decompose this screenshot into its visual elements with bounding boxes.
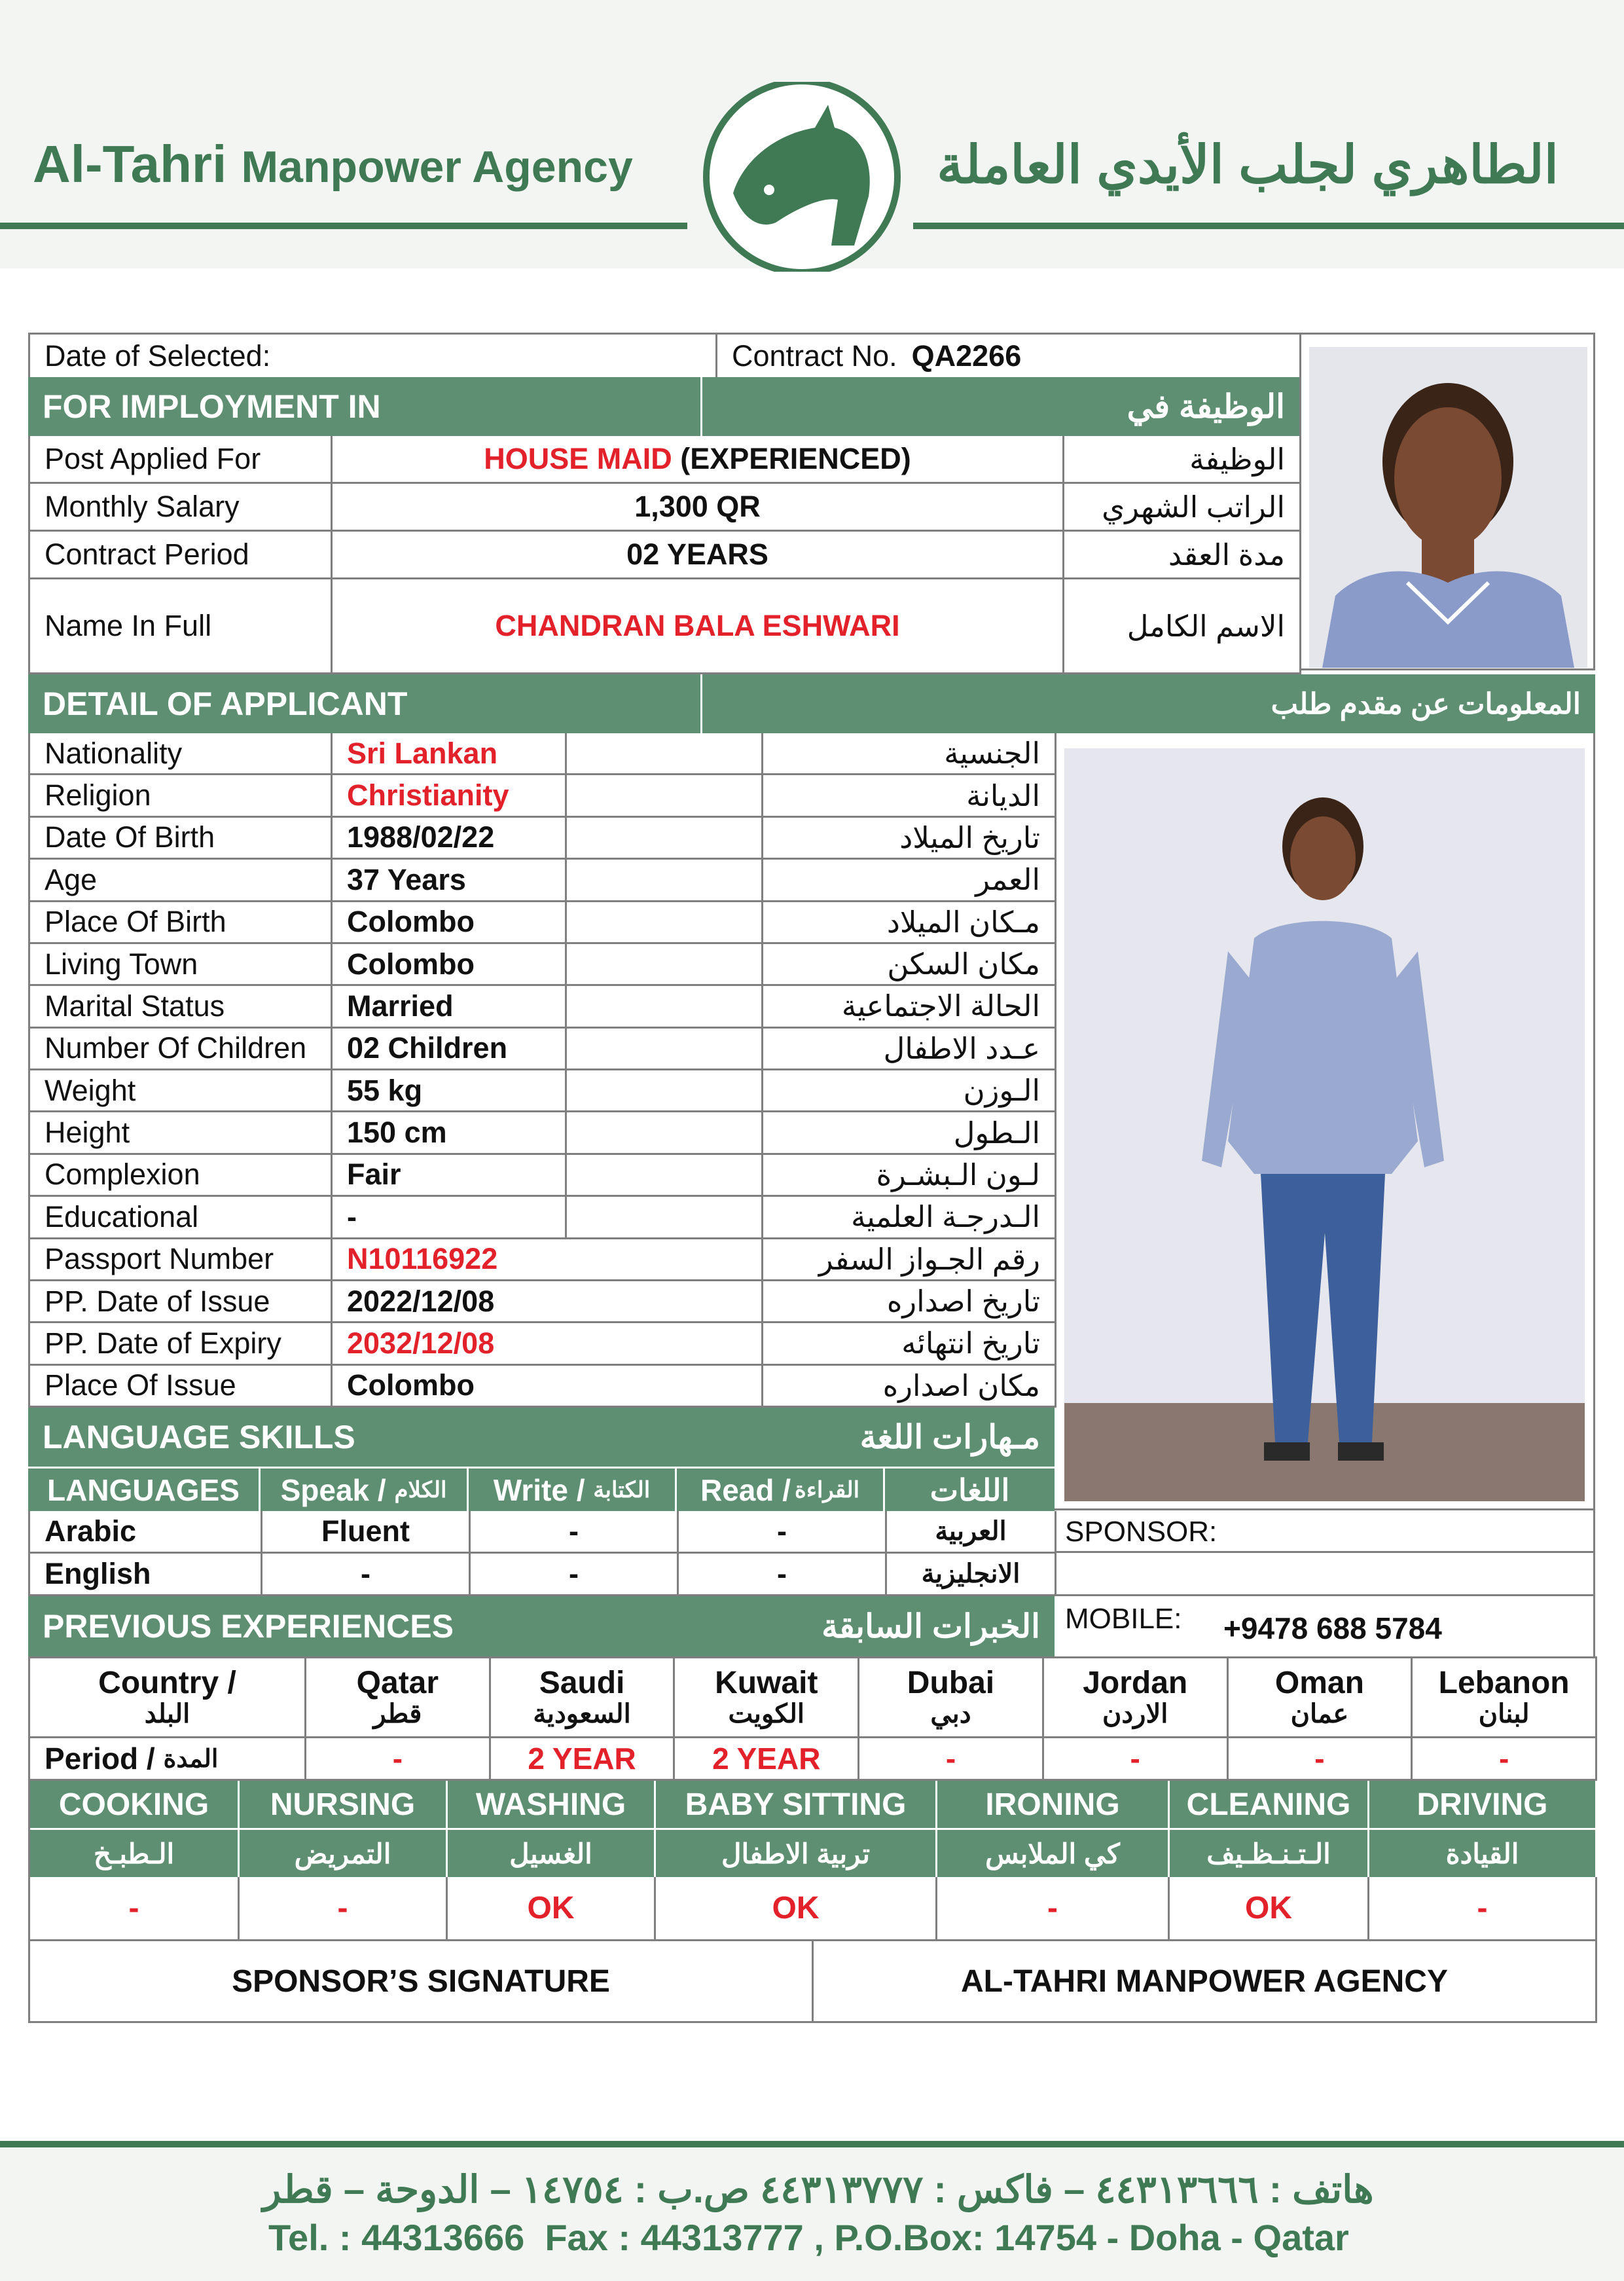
agency-signature: AL-TAHRI MANPOWER AGENCY (814, 1941, 1597, 2023)
country-period: - (1044, 1738, 1229, 1781)
applicant-field-label: Place Of Issue (30, 1366, 333, 1408)
country-header: Country / البلد (30, 1658, 306, 1738)
skill-name: BABY SITTING (656, 1781, 937, 1828)
applicant-field-label: Nationality (30, 733, 333, 775)
applicant-field-label-ar: تاريخ انتهائه (763, 1323, 1056, 1365)
sponsor-signature: SPONSOR’S SIGNATURE (30, 1941, 814, 2023)
skill-name-ar: الغسيل (448, 1828, 656, 1877)
applicant-field-label-ar: تاريخ الميلاد (763, 818, 1056, 860)
country-period: - (1229, 1738, 1413, 1781)
language-name: Arabic (30, 1511, 262, 1554)
applicant-field-value: - (333, 1197, 567, 1239)
applicant-field-label: Religion (30, 775, 333, 817)
contract-number: Contract No. QA2266 (717, 335, 1301, 379)
applicant-field-value: 1988/02/22 (333, 818, 567, 860)
signature-row (28, 1941, 1597, 2023)
date-selected: Date of Selected: (30, 335, 717, 379)
applicant-field-label: PP. Date of Expiry (30, 1323, 333, 1365)
applicant-field-label-ar: الـدرجـة العلمية (763, 1197, 1056, 1239)
skill-name: CLEANING (1170, 1781, 1369, 1828)
applicant-field-value: Married (333, 986, 567, 1028)
skill-value: OK (1170, 1877, 1369, 1941)
applicant-field-label-ar: الديانة (763, 775, 1056, 817)
applicant-field-value: N10116922 (333, 1239, 763, 1281)
applicant-field-blank (567, 1197, 763, 1239)
sponsor-box (1055, 1510, 1595, 1596)
applicant-field-label: Complexion (30, 1155, 333, 1197)
country-period: 2 YEAR (491, 1738, 676, 1781)
applicant-field-blank (567, 1029, 763, 1070)
applicant-field-blank (567, 986, 763, 1028)
applicant-field-value: 150 cm (333, 1112, 567, 1154)
applicant-field-blank (567, 818, 763, 860)
country-name: Lebanon لبنان (1413, 1658, 1597, 1738)
skill-value: OK (656, 1877, 937, 1941)
country-period: 2 YEAR (675, 1738, 859, 1781)
languages-header-ar: اللغات (885, 1469, 1055, 1511)
post-label: Post Applied For (30, 436, 333, 484)
applicant-field-value: Sri Lankan (333, 733, 567, 775)
country-name: Dubai دبي (859, 1658, 1044, 1738)
contract-period-label-ar: مدة العقد (1064, 532, 1301, 579)
applicant-field-label: Marital Status (30, 986, 333, 1028)
applicant-field-label-ar: تاريخ اصداره (763, 1281, 1056, 1323)
language-header-row (28, 1469, 1055, 1511)
applicant-field-label-ar: الحالة الاجتماعية (763, 986, 1056, 1028)
applicant-field-blank (567, 902, 763, 944)
applicant-field-label: PP. Date of Issue (30, 1281, 333, 1323)
language-read: - (679, 1554, 887, 1596)
applicant-field-label-ar: الـطول (763, 1112, 1056, 1154)
language-write: - (471, 1554, 679, 1596)
skill-name-ar: الـطبـخ (30, 1828, 240, 1877)
applicant-portrait-photo (1309, 347, 1587, 668)
header-rule-right (913, 223, 1624, 229)
mobile-label: MOBILE: (1065, 1603, 1182, 1635)
country-period: - (306, 1738, 491, 1781)
skill-value: - (937, 1877, 1170, 1941)
country-period: - (859, 1738, 1044, 1781)
applicant-field-blank (567, 860, 763, 902)
skill-name: COOKING (30, 1781, 240, 1828)
full-name-value: CHANDRAN BALA ESHWARI (333, 579, 1064, 674)
employment-table (28, 436, 1301, 674)
skill-name-ar: التمريض (240, 1828, 448, 1877)
skill-name: DRIVING (1369, 1781, 1597, 1828)
sponsor-label: SPONSOR: (1065, 1516, 1218, 1548)
speak-header: Speak / الكلام (261, 1469, 469, 1511)
applicant-field-label-ar: العمر (763, 860, 1056, 902)
applicant-field-label: Educational (30, 1197, 333, 1239)
languages-header: LANGUAGES (28, 1469, 261, 1511)
footer-en: Tel. : 44313666 Fax : 44313777 , P.O.Box: 14754 - Doha - Qatar (268, 2217, 1349, 2258)
read-header: Read / القراءة (677, 1469, 885, 1511)
applicant-field-label-ar: الجنسية (763, 733, 1056, 775)
applicant-field-value: Colombo (333, 944, 567, 986)
language-name-ar: الانجليزية (887, 1554, 1056, 1596)
footer (0, 2141, 1624, 2281)
applicant-full-body-photo (1064, 748, 1585, 1501)
top-info-row (28, 333, 1301, 379)
applicant-field-label-ar: مـكان الميلاد (763, 902, 1056, 944)
applicant-field-label: Place Of Birth (30, 902, 333, 944)
language-table (28, 1511, 1056, 1596)
salary-value: 1,300 QR (333, 484, 1064, 532)
skills-table (28, 1781, 1597, 1941)
footer-ar: هاتف : ٤٤٣١٣٦٦٦ – فاكس : ٤٤٣١٣٧٧٧ ص.ب : ١٤٧٥٤ – الدوحة – قطر (262, 2168, 1374, 2211)
post-value: HOUSE MAID (EXPERIENCED) (333, 436, 1064, 484)
skill-name: NURSING (240, 1781, 448, 1828)
country-name: Oman عمان (1229, 1658, 1413, 1738)
skill-name-ar: الـتـنـظـيف (1170, 1828, 1369, 1877)
country-name: Jordan الاردن (1044, 1658, 1229, 1738)
contract-period-value: 02 YEARS (333, 532, 1064, 579)
skill-value: - (1369, 1877, 1597, 1941)
applicant-field-label: Date Of Birth (30, 818, 333, 860)
letterhead (0, 0, 1624, 268)
applicant-field-label: Number Of Children (30, 1029, 333, 1070)
full-name-label: Name In Full (30, 579, 333, 674)
applicant-field-label: Height (30, 1112, 333, 1154)
applicant-field-value: 2022/12/08 (333, 1281, 763, 1323)
country-name: Saudi السعودية (491, 1658, 676, 1738)
language-name-ar: العربية (887, 1511, 1056, 1554)
salary-label-ar: الراتب الشهري (1064, 484, 1301, 532)
skill-value: OK (448, 1877, 656, 1941)
experience-section-header: PREVIOUS EXPERIENCES الخبرات السابقة (28, 1596, 1055, 1656)
applicant-field-label-ar: رقم الجـواز السفر (763, 1239, 1056, 1281)
header-rule-left (0, 223, 687, 229)
full-name-label-ar: الاسم الكامل (1064, 579, 1301, 674)
applicant-field-label-ar: الـوزن (763, 1070, 1056, 1112)
applicant-field-label: Weight (30, 1070, 333, 1112)
applicant-field-label-ar: مكان اصداره (763, 1366, 1056, 1408)
contract-period-label: Contract Period (30, 532, 333, 579)
skill-name-ar: تربية الاطفال (656, 1828, 937, 1877)
applicant-field-value: Fair (333, 1155, 567, 1197)
skill-name-ar: كي الملابس (937, 1828, 1170, 1877)
agency-name-en: Al-Tahri Manpower Agency (33, 135, 633, 193)
post-label-ar: الوظيفة (1064, 436, 1301, 484)
mobile-box (1055, 1596, 1595, 1656)
language-section-header: LANGUAGE SKILLS مـهارات اللغة (28, 1408, 1055, 1467)
applicant-field-label: Living Town (30, 944, 333, 986)
applicant-field-blank (567, 1155, 763, 1197)
applicant-field-blank (567, 733, 763, 775)
applicant-field-value: 37 Years (333, 860, 567, 902)
applicant-field-label-ar: لـون الـبشـرة (763, 1155, 1056, 1197)
skill-value: - (30, 1877, 240, 1941)
applicant-field-label: Passport Number (30, 1239, 333, 1281)
language-speak: Fluent (262, 1511, 471, 1554)
language-read: - (679, 1511, 887, 1554)
mobile-value: +9478 688 5784 (1223, 1611, 1442, 1645)
country-name: Kuwait الكويت (675, 1658, 859, 1738)
applicant-field-value: Colombo (333, 902, 567, 944)
applicant-field-value: Christianity (333, 775, 567, 817)
period-header: Period / المدة (30, 1738, 306, 1781)
applicant-field-blank (567, 1070, 763, 1112)
skill-name-ar: القيادة (1369, 1828, 1597, 1877)
language-name: English (30, 1554, 262, 1596)
applicant-field-label: Age (30, 860, 333, 902)
applicant-field-label-ar: مكان السكن (763, 944, 1056, 986)
employment-section-header: FOR IMPLOYMENT IN الوظيفة في (28, 377, 1299, 436)
applicant-section-header: DETAIL OF APPLICANT المعلومات عن مقدم طلب (28, 674, 1595, 733)
skill-value: - (240, 1877, 448, 1941)
applicant-field-value: Colombo (333, 1366, 763, 1408)
applicant-field-blank (567, 944, 763, 986)
country-period: - (1413, 1738, 1597, 1781)
applicant-field-blank (567, 775, 763, 817)
experience-table (28, 1656, 1597, 1783)
applicant-details-table (28, 733, 1056, 1408)
skill-name: IRONING (937, 1781, 1170, 1828)
applicant-field-value: 2032/12/08 (333, 1323, 763, 1365)
horse-logo-icon (697, 82, 907, 272)
language-write: - (471, 1511, 679, 1554)
agency-name-ar: الطاهري لجلب الأيدي العاملة (937, 136, 1559, 194)
applicant-field-blank (567, 1112, 763, 1154)
skill-name: WASHING (448, 1781, 656, 1828)
applicant-field-value: 02 Children (333, 1029, 567, 1070)
footer-rule (0, 2141, 1624, 2147)
applicant-field-label-ar: عـدد الاطفال (763, 1029, 1056, 1070)
language-speak: - (262, 1554, 471, 1596)
applicant-field-value: 55 kg (333, 1070, 567, 1112)
write-header: Write / الكتابة (469, 1469, 677, 1511)
salary-label: Monthly Salary (30, 484, 333, 532)
country-name: Qatar قطر (306, 1658, 491, 1738)
